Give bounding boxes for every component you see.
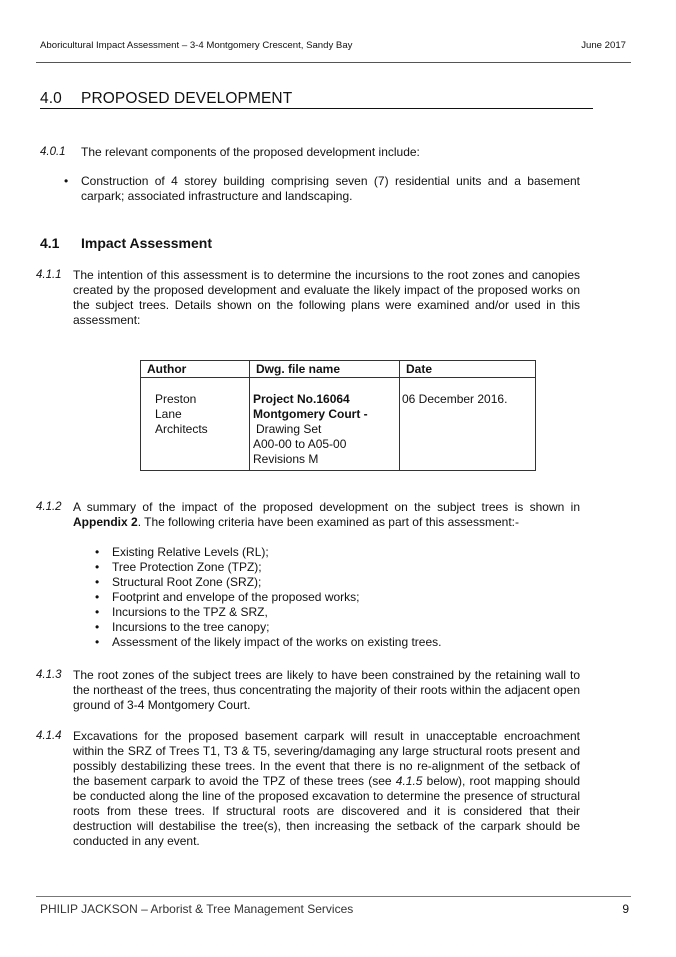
criteria-text: Incursions to the tree canopy;: [112, 620, 270, 634]
para-number-4-1-1: 4.1.1: [36, 269, 62, 281]
file-line: A00-00 to A05-00: [253, 437, 347, 451]
subsection-title: Impact Assessment: [81, 235, 212, 251]
section-heading: [40, 90, 292, 108]
footer-author: PHILIP JACKSON – Arborist & Tree Management Services: [40, 902, 354, 916]
file-line: Drawing Set: [256, 422, 322, 436]
bullet-icon: •: [95, 620, 100, 634]
para-4-1-2-lead: A summary of the impact of the proposed development on the subject trees is shown in: [73, 500, 580, 514]
section-reference: 4.1.5: [395, 774, 423, 788]
para-4-1-4-lead: Excavations for the proposed basement carpark will result in unacceptable encroachment within the SRZ of Trees T1, T3 & T5, severing/damaging any large structural roots present and possibly destabilizing these trees. In the event that there is no re-alignment of the setback of the basement carpark to avoid the TPZ of these trees (see: [73, 729, 580, 788]
list-item: [95, 635, 442, 650]
para-number-4-0-1: 4.0.1: [40, 146, 66, 158]
bullet-icon: •: [64, 174, 69, 188]
bullet-icon: •: [95, 590, 100, 604]
bullet-icon: •: [95, 575, 100, 589]
plans-table-header-row: [141, 361, 536, 378]
criteria-text: Incursions to the TPZ & SRZ,: [112, 605, 268, 619]
bullet-icon: •: [95, 605, 100, 619]
criteria-text: Tree Protection Zone (TPZ);: [112, 560, 262, 574]
bullet-icon: •: [95, 545, 100, 559]
bullet-icon: •: [95, 635, 100, 649]
para-number-4-1-4: 4.1.4: [36, 730, 62, 742]
list-item: [95, 605, 441, 620]
list-item: [95, 620, 441, 635]
para-4-1-4-tail: below), root mapping should be conducted along the line of the proposed excavation to determine the presence of structural roots from these trees. If structural roots are discovered and it is considered that their destruction will destabilise the tree(s), then increasing the setback of the carpark should be conducted in any event.: [73, 774, 581, 848]
list-item: [95, 560, 441, 575]
appendix-reference: Appendix 2: [73, 515, 138, 529]
col-header-date: Date: [400, 361, 536, 378]
cell-file-name: [250, 378, 400, 471]
para-4-1-4-text: [73, 729, 580, 849]
criteria-text: Existing Relative Levels (RL);: [112, 545, 269, 559]
para-4-0-1-text: The relevant components of the proposed development include:: [81, 145, 420, 159]
para-number-4-1-3: 4.1.3: [36, 669, 62, 681]
section-heading-underline: [40, 108, 593, 109]
section-number: 4.0: [40, 90, 62, 107]
footer-divider: [36, 896, 631, 897]
para-4-1-1-text: The intention of this assessment is to determine the incursions to the root zones and canopies created by the proposed development and evaluate the likely impact of the proposed works on the subject trees. Details shown on the following plans were examined and/or used in this assessment:: [73, 268, 580, 327]
file-line-bold: Project No.16064: [253, 392, 350, 406]
bullet-icon: •: [95, 560, 100, 574]
author-line: Architects: [155, 422, 208, 436]
criteria-text: Structural Root Zone (SRZ);: [112, 575, 262, 589]
header-divider: [36, 62, 631, 63]
plans-table: [140, 360, 536, 471]
page-number: 9: [622, 902, 629, 916]
para-4-1-2-text: [73, 500, 580, 530]
para-number-4-1-2: 4.1.2: [36, 501, 62, 513]
para-4-1-3-text: The root zones of the subject trees are likely to have been constrained by the retaining wall to the northeast of the trees, thus concentrating the majority of their roots within the adjacent open ground of 3-4 Montgomery Court.: [73, 668, 580, 712]
subsection-number: 4.1: [40, 235, 60, 251]
criteria-list: [95, 545, 442, 650]
file-line: Revisions M: [253, 452, 319, 466]
subsection-heading: [40, 235, 212, 251]
table-row: [141, 378, 536, 471]
header-date: June 2017: [581, 40, 626, 51]
list-item: [95, 575, 441, 590]
col-header-file: Dwg. file name: [250, 361, 400, 378]
para-4-1-2-tail: . The following criteria have been examined as part of this assessment:-: [137, 515, 519, 529]
list-item: [95, 590, 441, 605]
section-title: PROPOSED DEVELOPMENT: [81, 90, 293, 107]
col-header-author: Author: [141, 361, 250, 378]
development-component-item: [64, 174, 580, 204]
cell-author: [141, 378, 250, 471]
author-line: Preston: [155, 392, 197, 406]
criteria-text: Assessment of the likely impact of the works on existing trees.: [112, 635, 442, 649]
list-item: [95, 545, 441, 560]
author-line: Lane: [155, 407, 182, 421]
cell-date: 06 December 2016.: [400, 378, 536, 471]
header-title: Aboricultural Impact Assessment – 3-4 Montgomery Crescent, Sandy Bay: [40, 40, 353, 51]
criteria-text: Footprint and envelope of the proposed works;: [112, 590, 360, 604]
development-component-text: Construction of 4 storey building comprising seven (7) residential units and a basement carpark; associated infrastructure and landscaping.: [81, 174, 580, 203]
file-line-bold: Montgomery Court -: [253, 407, 368, 421]
